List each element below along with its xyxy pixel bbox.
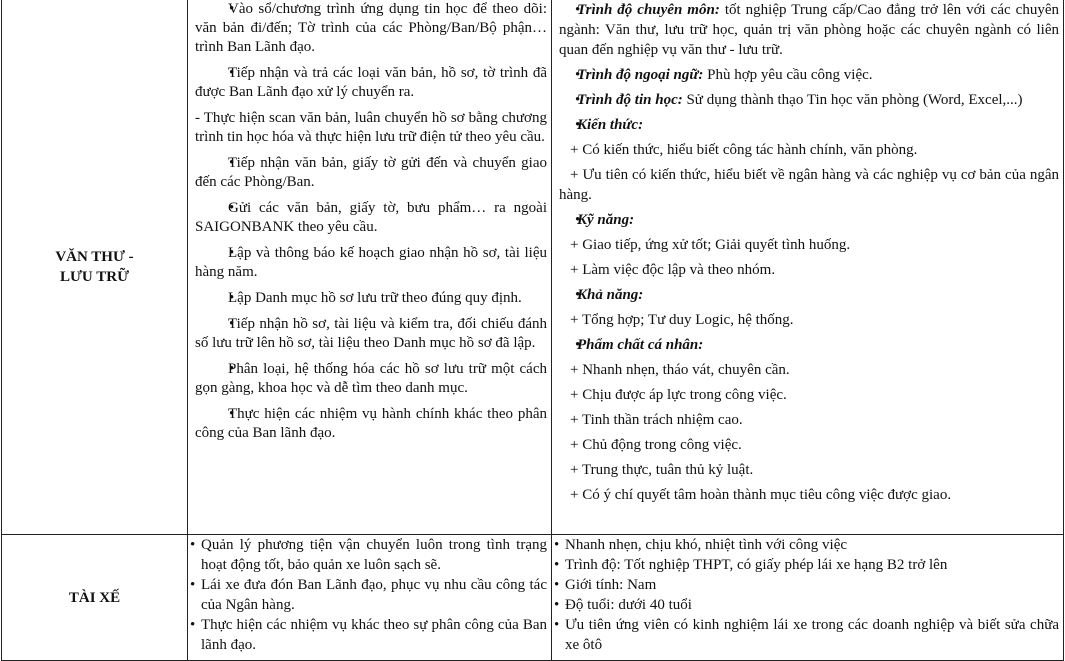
position-cell bbox=[2, 535, 188, 661]
requirement-label: Kỹ năng: bbox=[577, 212, 635, 228]
requirement-text: + Nhanh nhẹn, tháo vát, chuyên cần. bbox=[570, 362, 790, 378]
requirement-text: + Tinh thần trách nhiệm cao. bbox=[570, 412, 743, 428]
requirement-heading bbox=[559, 90, 1059, 110]
requirement-heading bbox=[559, 210, 1059, 230]
requirement-item bbox=[559, 310, 1059, 330]
requirement-heading bbox=[559, 65, 1059, 85]
requirement-label: Trình độ ngoại ngữ: bbox=[577, 67, 704, 83]
requirement-item bbox=[559, 260, 1059, 280]
requirement-heading bbox=[559, 0, 1059, 60]
table-row bbox=[2, 535, 1064, 661]
duties-list bbox=[190, 535, 547, 655]
requirement-item bbox=[559, 165, 1059, 205]
requirement-heading bbox=[559, 335, 1059, 355]
duty-item: • Gửi các văn bản, giấy tờ, bưu phẩm… ra ngoài SAIGONBANK theo yêu cầu. bbox=[195, 199, 547, 237]
requirement-item bbox=[559, 410, 1059, 430]
requirement-item: • Giới tính: Nam bbox=[554, 575, 1059, 595]
requirement-label: Khả năng: bbox=[577, 287, 644, 303]
requirement-label: Trình độ chuyên môn: bbox=[577, 2, 720, 18]
requirement-text: Sử dụng thành thạo Tin học văn phòng (Word, Excel,...) bbox=[682, 92, 1023, 108]
position-cell bbox=[2, 0, 188, 535]
duty-item: • Lập và thông báo kế hoạch giao nhận hồ sơ, tài liệu hàng năm. bbox=[195, 244, 547, 282]
requirement-item bbox=[559, 435, 1059, 455]
requirement-text: + Có kiến thức, hiểu biết công tác hành chính, văn phòng. bbox=[570, 142, 918, 158]
requirement-item bbox=[559, 460, 1059, 480]
position-title: VĂN THƯ - LƯU TRỮ bbox=[55, 249, 134, 285]
requirements-list bbox=[554, 535, 1059, 655]
duty-item: • Tiếp nhận hồ sơ, tài liệu và kiểm tra, đối chiếu đánh số lưu trữ lên hồ sơ, tài liệu theo Danh mục hồ sơ đã lập. bbox=[195, 315, 547, 353]
position-title: TÀI XẾ bbox=[68, 589, 121, 606]
requirement-text: + Giao tiếp, ứng xử tốt; Giải quyết tình huống. bbox=[570, 237, 851, 253]
requirement-text: + Tổng hợp; Tư duy Logic, hệ thống. bbox=[570, 312, 794, 328]
duty-item: • Phân loại, hệ thống hóa các hồ sơ lưu trữ một cách gọn gàng, khoa học và dễ tìm theo danh mục. bbox=[195, 360, 547, 398]
requirements-cell bbox=[552, 535, 1064, 661]
requirement-text: + Chịu được áp lực trong công việc. bbox=[570, 387, 787, 403]
requirement-heading bbox=[559, 285, 1059, 305]
duty-item: • Thực hiện các nhiệm vụ khác theo sự phân công của Ban lãnh đạo. bbox=[190, 615, 547, 655]
requirement-text: + Trung thực, tuân thủ kỷ luật. bbox=[570, 462, 754, 478]
requirement-item bbox=[559, 485, 1059, 505]
requirement-label: Trình độ tin học: bbox=[577, 92, 683, 108]
duty-item: • Tiếp nhận và trả các loại văn bản, hồ sơ, tờ trình đã được Ban Lãnh đạo xử lý chuyển ra. bbox=[195, 64, 547, 102]
duty-item: • Lập Danh mục hồ sơ lưu trữ theo đúng quy định. bbox=[195, 289, 547, 308]
requirement-text: + Làm việc độc lập và theo nhóm. bbox=[570, 262, 776, 278]
requirement-item bbox=[559, 385, 1059, 405]
requirement-text: tốt nghiệp Trung cấp/Cao đẳng trở lên với các chuyên ngành: Văn thư, lưu trữ học, quản trị văn phòng hoặc các chuyên ngành có liên quan đến nghiệp vụ văn thư - lưu trữ. bbox=[559, 2, 1059, 58]
job-table bbox=[1, 0, 1064, 661]
table-row bbox=[2, 0, 1064, 535]
requirement-label: Kiến thức: bbox=[577, 117, 644, 133]
requirement-item: • Độ tuổi: dưới 40 tuổi bbox=[554, 595, 1059, 615]
duty-item: • Tiếp nhận văn bản, giấy tờ gửi đến và chuyển giao đến các Phòng/Ban. bbox=[195, 154, 547, 192]
requirement-item bbox=[559, 235, 1059, 255]
requirement-text: + Ưu tiên có kiến thức, hiểu biết về ngân hàng và các nghiệp vụ cơ bản của ngân hàng. bbox=[559, 167, 1059, 203]
duties-list bbox=[195, 0, 547, 443]
requirement-text: + Có ý chí quyết tâm hoàn thành mục tiêu công việc được giao. bbox=[570, 487, 952, 503]
requirement-item bbox=[559, 140, 1059, 160]
duty-item: - Thực hiện scan văn bản, luân chuyển hồ sơ bằng chương trình tin học hóa và thực hiện lưu trữ điện tử theo yêu cầu. bbox=[195, 110, 547, 145]
duties-cell bbox=[188, 0, 552, 535]
requirement-heading bbox=[559, 115, 1059, 135]
requirements-cell bbox=[552, 0, 1064, 535]
requirement-label: Phẩm chất cá nhân: bbox=[577, 337, 704, 353]
requirement-text: Phù hợp yêu cầu công việc. bbox=[703, 67, 873, 83]
requirement-item: • Nhanh nhẹn, chịu khó, nhiệt tình với công việc bbox=[554, 535, 1059, 555]
duty-item: • Lái xe đưa đón Ban Lãnh đạo, phục vụ nhu cầu công tác của Ngân hàng. bbox=[190, 575, 547, 615]
requirement-item: • Ưu tiên ứng viên có kinh nghiệm lái xe trong các doanh nghiệp và biết sửa chữa xe ôtô bbox=[554, 615, 1059, 655]
duty-item: • Vào sổ/chương trình ứng dụng tin học để theo dõi: văn bản đi/đến; Tờ trình của các Phòng/Ban/Bộ phận…trình Ban Lãnh đạo. bbox=[195, 0, 547, 57]
duties-cell bbox=[188, 535, 552, 661]
requirement-item: • Trình độ: Tốt nghiệp THPT, có giấy phép lái xe hạng B2 trở lên bbox=[554, 555, 1059, 575]
requirement-text: + Chủ động trong công việc. bbox=[570, 437, 742, 453]
duty-item: • Thực hiện các nhiệm vụ hành chính khác theo phân công của Ban lãnh đạo. bbox=[195, 405, 547, 443]
duty-item: • Quản lý phương tiện vận chuyển luôn trong tình trạng hoạt động tốt, bảo quản xe luôn sạch sẽ. bbox=[190, 535, 547, 575]
requirements-list bbox=[559, 0, 1059, 505]
requirement-item bbox=[559, 360, 1059, 380]
